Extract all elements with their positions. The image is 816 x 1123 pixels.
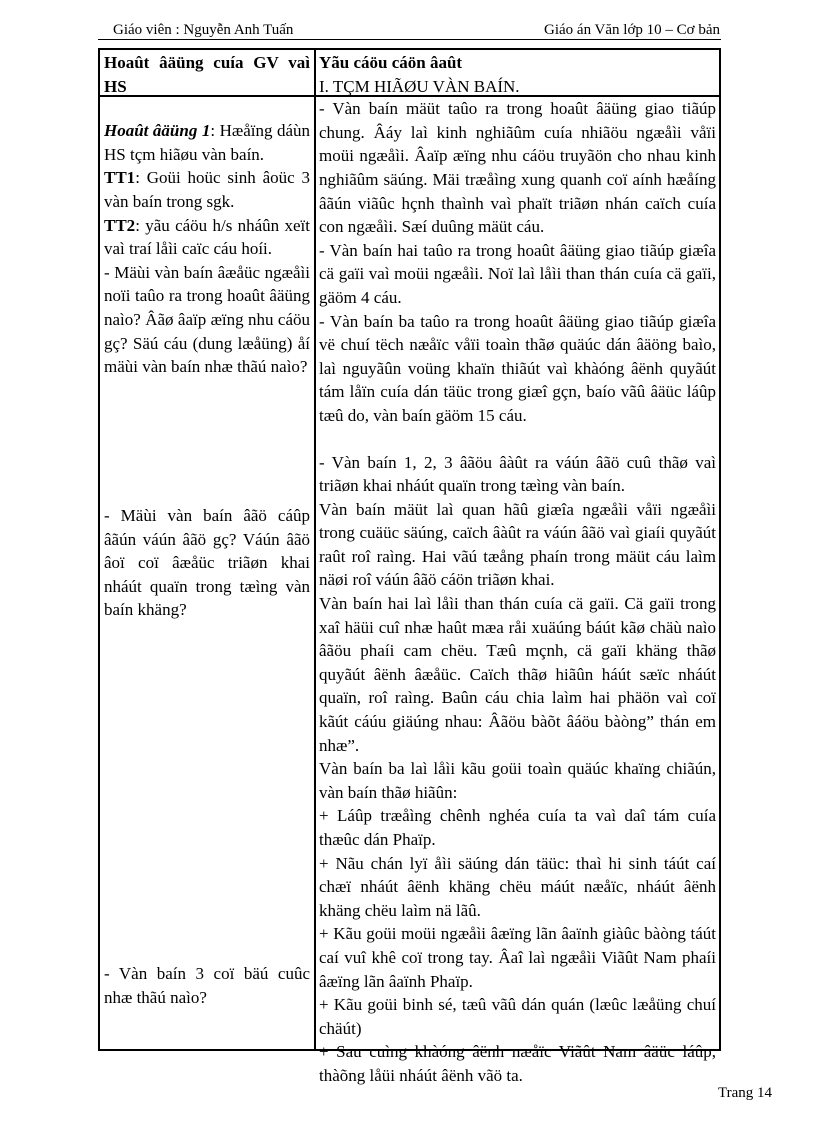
section-title: I. TÇM HIÃØU VÀN BAÍN. [319, 76, 520, 96]
activity-1-colon: : [210, 121, 216, 141]
activity-1 [104, 119, 310, 166]
header-teacher: Giáo viên : Nguyễn Anh Tuấn [113, 22, 294, 38]
question-3: - Vàn baín 3 coï bäú cuûc nhæ thãú naìo? [104, 964, 310, 1007]
right-paragraph-2: - Vàn baín hai taûo ra trong hoaût âäüng giao tiãúp giæîa cä gaïi vaì moüi ngæåìi. Noï laì låìi than thán cuía cä gaïi, gäöm 4 cáu. [319, 240, 716, 307]
left-column-header: Hoaût âäüng cuía GV vaì HS [104, 53, 310, 96]
right-paragraph-10: + Kãu goüi moüi ngæåìi âæïng lãn âaïnh giàûc bàòng táút caí vuî khê coï trong tay. Âaî laì ngæåìi Viãût Nam phaíi âæïng lãn âaïnh Phaïp. [319, 924, 716, 991]
header-title: Giáo án Văn lớp 10 – Cơ bản [544, 22, 720, 38]
right-paragraph-11: + Kãu goüi binh sé, tæû vãû dán quán (læûc læåüng chuí chäút) [319, 995, 716, 1038]
activity-1-title: Hoaût âäüng 1 [104, 121, 211, 141]
tt2-text: : yãu cáöu h/s nháûn xeït vaì traí låìi caïc cáu hoíi. [104, 215, 310, 259]
right-paragraph-3: - Vàn baín ba taûo ra trong hoaût âäüng giao tiãúp giæîa vë chuí tëch næåïc våïi toaìn thãø quäúc dán âäöng baìo, laì nguyãûn voüng khaïn thiãút vaì khàóng âënh quyãút tám låïn cuía dán täüc trong giæî gçn, baío vãû âäüc láûp tæû do, vàn baín gäöm 15 cáu. [319, 311, 716, 425]
left-question-2 [104, 504, 310, 622]
right-paragraph-9: + Nãu chán lyï åìi säúng dán täüc: thaì hi sinh táút caí chæï nháút âënh khäng chëu máút næåïc, nháút âënh khäng chëu laìm nä lãû. [319, 853, 716, 920]
tt2-label: TT2 [104, 215, 136, 235]
right-paragraph-5: Vàn baín mäüt laì quan hãû giæîa ngæåìi våïi ngæåìi trong cuäüc säúng, caïch âàût ra váún âãö vaì giaíi quyãút raût roî raìng. Hai vãú tæång phaín trong mäüt cáu laìm näøi roî váún âãö cáön triãøn khai. [319, 499, 716, 590]
tt1-text: : Goüi hoüc sinh âoüc 3 vàn baín trong sgk. [104, 168, 310, 211]
right-column [319, 51, 716, 1088]
right-paragraph-4: - Vàn baín 1, 2, 3 âãöu âàût ra váún âãö cuû thãø vaì triãøn khai nháút quaïn trong tæìng vàn baín. [319, 452, 716, 496]
left-question-3 [104, 962, 310, 1009]
page-number: Trang 14 [717, 1085, 772, 1101]
tt1-label: TT1 [104, 168, 136, 188]
right-paragraph-12: + Sau cuìng khàóng âënh næåïc Viãût Nam âäüc láûp, thàõng låüi nháút âënh vãö ta. [319, 1042, 716, 1085]
right-paragraph-1: - Vàn baín mäüt taûo ra trong hoaût âäüng giao tiãúp chung. Âáy laì kinh nghiãûm cuía nhiãöu ngæåìi våïi moüi ngæåìi. Âaïp æïng nhu cáöu truyãön cho nhau kinh nghiãûm säúng. Mäi træåìng xung quanh coï aính hæåíng âãún viãûc hçnh thaình vaì phaït triãøn nhán caïch cuía con ngæåìi. Sæí duûng mäüt cáu. [319, 99, 716, 237]
column-divider [314, 50, 316, 1049]
header-rule [98, 39, 721, 40]
question-2: - Mäùi vàn baín âãö cáûp âãún váún âãö gç? Váún âãö âoï coï âæåüc triãøn khai nháút quaïn trong tæìng vàn baín khäng? [104, 506, 310, 620]
right-paragraph-7: Vàn baín ba laì låìi kãu goüi toaìn quäúc khaïng chiãún, vàn baín thãø hiãûn: [319, 759, 716, 802]
activity-1-desc: Hæåïng dáùn HS tçm hiãøu vàn baín. [104, 121, 311, 164]
right-paragraph-6: Vàn baín hai laì låìi than thán cuía cä gaïi. Cä gaïi trong xaî häüi cuî nhæ haût mæa råi xuäúng báút kãø chäù naìo âãöu phaíi cam chëu. Tæû mçnh, cä gaïi khäng thãø quyãút âënh âæåüc. Caïch thãø hiãûn háút sæïc nháút quaïn, roî raìng. Baûn cáu chia laìm hai phäön vaì coï kãút cáúu giäúng nhau: Âãöu bàõt âáöu bàòng” thán em nhæ”. [319, 594, 716, 755]
question-1: - Mäùi vàn baín âæåüc ngæåìi noïi taûo ra trong hoaût âäüng naìo? Âãø âaïp æïng nhu cáöu gç? Säú cáu (dung læåüng) åí mäùi vàn baín nhæ thãú naìo? [104, 262, 310, 377]
tt1 [104, 166, 310, 213]
tt2 [104, 214, 310, 261]
right-column-header: Yãu cáöu cáön âaût [319, 53, 463, 72]
left-column [104, 51, 310, 379]
right-paragraph-8: + Láûp træåìng chênh nghéa cuía ta vaì daî tám cuía thæûc dán Phaïp. [319, 806, 716, 849]
